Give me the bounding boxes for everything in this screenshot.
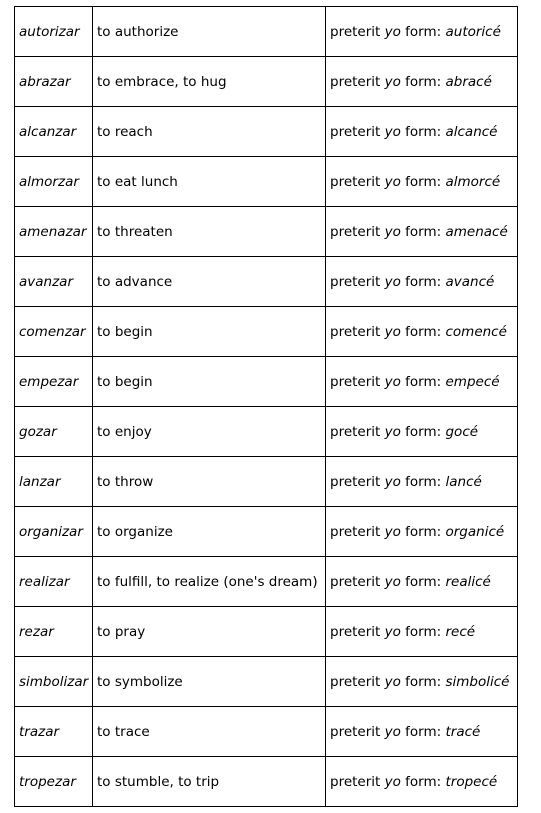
english-meaning-cell: to stumble, to trip [93, 757, 326, 807]
preterit-conjugation: tropecé [445, 773, 498, 790]
table-row [15, 307, 518, 357]
table-row [15, 207, 518, 257]
preterit-label: preterit [330, 473, 385, 490]
form-label: form: [400, 673, 446, 690]
english-meaning-cell: to authorize [93, 7, 326, 57]
english-meaning-cell: to begin [93, 307, 326, 357]
verb-conjugation-table [14, 6, 518, 807]
form-label: form: [400, 23, 446, 40]
preterit-form-cell [326, 657, 518, 707]
preterit-conjugation: recé [445, 623, 476, 640]
english-meaning-cell: to symbolize [93, 657, 326, 707]
spanish-verb-cell: empezar [15, 357, 93, 407]
preterit-label: preterit [330, 23, 385, 40]
preterit-label: preterit [330, 523, 385, 540]
preterit-conjugation: autoricé [445, 23, 501, 40]
preterit-label: preterit [330, 623, 385, 640]
yo-pronoun: yo [384, 23, 401, 40]
yo-pronoun: yo [384, 173, 401, 190]
english-meaning-cell: to advance [93, 257, 326, 307]
yo-pronoun: yo [384, 373, 401, 390]
preterit-form-cell [326, 257, 518, 307]
preterit-conjugation: avancé [445, 273, 495, 290]
table-row [15, 457, 518, 507]
form-label: form: [400, 323, 446, 340]
yo-pronoun: yo [384, 473, 401, 490]
preterit-conjugation: empecé [445, 373, 500, 390]
preterit-conjugation: simbolicé [445, 673, 510, 690]
table-row [15, 357, 518, 407]
english-meaning-cell: to throw [93, 457, 326, 507]
preterit-form-cell [326, 307, 518, 357]
spanish-verb-cell: organizar [15, 507, 93, 557]
table-row [15, 557, 518, 607]
preterit-label: preterit [330, 723, 385, 740]
preterit-form-cell [326, 57, 518, 107]
table-row [15, 57, 518, 107]
yo-pronoun: yo [384, 123, 401, 140]
verb-table-body [15, 7, 518, 807]
preterit-form-cell [326, 457, 518, 507]
preterit-label: preterit [330, 673, 385, 690]
preterit-label: preterit [330, 773, 385, 790]
yo-pronoun: yo [384, 73, 401, 90]
yo-pronoun: yo [384, 573, 401, 590]
form-label: form: [400, 73, 446, 90]
form-label: form: [400, 123, 446, 140]
table-row [15, 407, 518, 457]
preterit-form-cell [326, 507, 518, 557]
english-meaning-cell: to enjoy [93, 407, 326, 457]
preterit-form-cell [326, 357, 518, 407]
preterit-form-cell [326, 207, 518, 257]
english-meaning-cell: to organize [93, 507, 326, 557]
form-label: form: [400, 373, 446, 390]
english-meaning-cell: to threaten [93, 207, 326, 257]
yo-pronoun: yo [384, 723, 401, 740]
spanish-verb-cell: realizar [15, 557, 93, 607]
preterit-label: preterit [330, 323, 385, 340]
form-label: form: [400, 523, 446, 540]
table-row [15, 607, 518, 657]
preterit-label: preterit [330, 223, 385, 240]
spanish-verb-cell: abrazar [15, 57, 93, 107]
preterit-conjugation: gocé [445, 423, 479, 440]
table-row [15, 507, 518, 557]
preterit-form-cell [326, 107, 518, 157]
preterit-form-cell [326, 157, 518, 207]
english-meaning-cell: to trace [93, 707, 326, 757]
yo-pronoun: yo [384, 673, 401, 690]
preterit-label: preterit [330, 173, 385, 190]
spanish-verb-cell: lanzar [15, 457, 93, 507]
spanish-verb-cell: amenazar [15, 207, 93, 257]
yo-pronoun: yo [384, 273, 401, 290]
preterit-form-cell [326, 407, 518, 457]
preterit-label: preterit [330, 573, 385, 590]
preterit-conjugation: amenacé [445, 223, 508, 240]
spanish-verb-cell: simbolizar [15, 657, 93, 707]
spanish-verb-cell: avanzar [15, 257, 93, 307]
preterit-label: preterit [330, 73, 385, 90]
preterit-form-cell [326, 757, 518, 807]
yo-pronoun: yo [384, 223, 401, 240]
english-meaning-cell: to fulfill, to realize (one's dream) [93, 557, 326, 607]
preterit-conjugation: lancé [445, 473, 482, 490]
english-meaning-cell: to begin [93, 357, 326, 407]
form-label: form: [400, 423, 446, 440]
english-meaning-cell: to embrace, to hug [93, 57, 326, 107]
form-label: form: [400, 573, 446, 590]
form-label: form: [400, 773, 446, 790]
form-label: form: [400, 723, 446, 740]
preterit-label: preterit [330, 273, 385, 290]
yo-pronoun: yo [384, 773, 401, 790]
yo-pronoun: yo [384, 623, 401, 640]
english-meaning-cell: to eat lunch [93, 157, 326, 207]
preterit-form-cell [326, 557, 518, 607]
form-label: form: [400, 473, 446, 490]
preterit-form-cell [326, 7, 518, 57]
spanish-verb-cell: trazar [15, 707, 93, 757]
table-row [15, 757, 518, 807]
preterit-conjugation: tracé [445, 723, 481, 740]
preterit-conjugation: abracé [445, 73, 492, 90]
table-row [15, 157, 518, 207]
table-row [15, 107, 518, 157]
preterit-form-cell [326, 607, 518, 657]
preterit-conjugation: alcancé [445, 123, 498, 140]
yo-pronoun: yo [384, 523, 401, 540]
preterit-conjugation: organicé [445, 523, 505, 540]
spanish-verb-cell: almorzar [15, 157, 93, 207]
english-meaning-cell: to reach [93, 107, 326, 157]
spanish-verb-cell: autorizar [15, 7, 93, 57]
yo-pronoun: yo [384, 423, 401, 440]
spanish-verb-cell: comenzar [15, 307, 93, 357]
english-meaning-cell: to pray [93, 607, 326, 657]
preterit-label: preterit [330, 123, 385, 140]
table-row [15, 7, 518, 57]
spanish-verb-cell: tropezar [15, 757, 93, 807]
yo-pronoun: yo [384, 323, 401, 340]
preterit-label: preterit [330, 423, 385, 440]
spanish-verb-cell: alcanzar [15, 107, 93, 157]
form-label: form: [400, 273, 446, 290]
form-label: form: [400, 223, 446, 240]
spanish-verb-cell: gozar [15, 407, 93, 457]
preterit-label: preterit [330, 373, 385, 390]
table-row [15, 657, 518, 707]
table-row [15, 707, 518, 757]
preterit-conjugation: almorcé [445, 173, 501, 190]
spanish-verb-cell: rezar [15, 607, 93, 657]
preterit-conjugation: comencé [445, 323, 507, 340]
preterit-form-cell [326, 707, 518, 757]
table-row [15, 257, 518, 307]
form-label: form: [400, 173, 446, 190]
preterit-conjugation: realicé [445, 573, 491, 590]
form-label: form: [400, 623, 446, 640]
